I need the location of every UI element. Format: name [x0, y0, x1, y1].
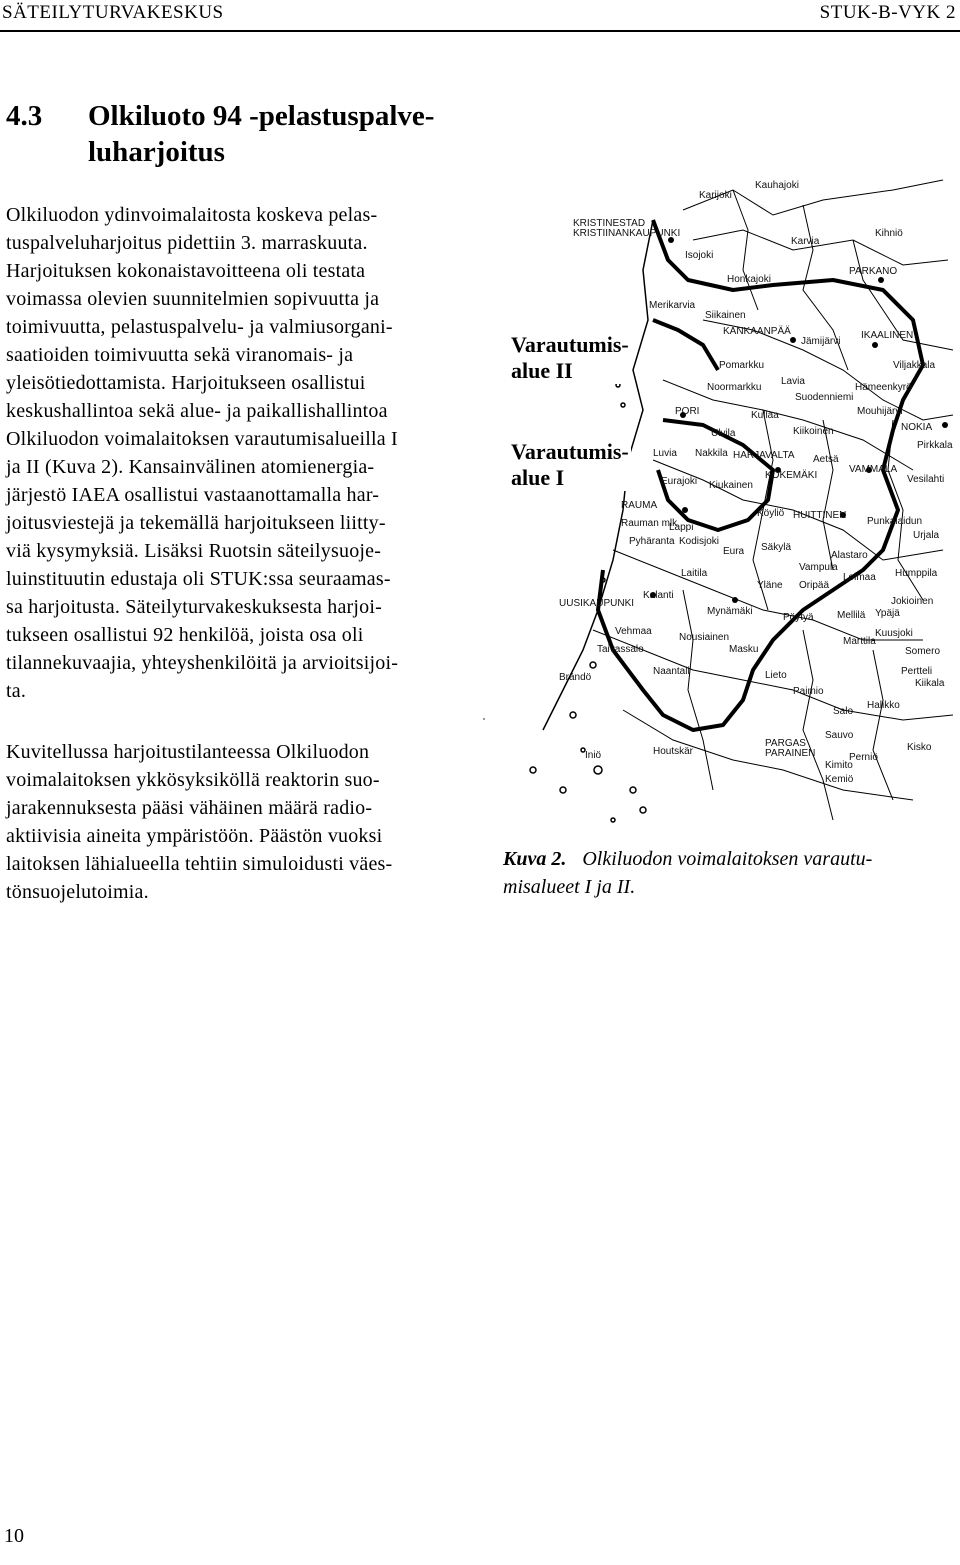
- place-label: Kodisjoki: [679, 536, 720, 547]
- place-label: Aetsä: [813, 454, 839, 465]
- place-label: Yläne: [757, 580, 783, 591]
- place-label: KOKEMÄKI: [765, 470, 818, 481]
- place-label: Ulvila: [711, 428, 736, 439]
- place-label: Brändö: [559, 672, 592, 683]
- place-label: Vehmaa: [615, 626, 652, 637]
- place-label: Marttila: [843, 636, 876, 647]
- place-label: Kihniö: [875, 228, 903, 239]
- place-label: Kullaa: [751, 410, 779, 421]
- place-label: Pöytyä: [783, 612, 814, 623]
- place-label: Kalanti: [643, 590, 674, 601]
- place-label: Halikko: [867, 700, 900, 711]
- place-label: Kiikoinen: [793, 426, 834, 437]
- place-label: Sauvo: [825, 730, 854, 741]
- body-paragraph-1: Olkiluodon ydinvoimalaitosta koskeva pelas- tuspalveluharjoitus pidettiin 3. marraskuuta. Harjoituksen kokonaistavoitteena oli testata voimassa olevien suunnitelmien sopivuutta ja toimivuutta, pelastuspalvelu- ja valmiusorgani- saatioiden toimivuutta sekä viranomais- ja yleisötiedottamista. Harjoitukseen osallistui keskushallintoa sekä alue- ja paikallishallintoa Olkiluodon voimalaitoksen varautumisalueilla I ja II (Kuva 2). Kansainvälinen atomienergia- järjestö IAEA osallistui vastaanottamalla har- joitusviestejä ja tekemällä harjoitukseen liitty- viä kysymyksiä. Lisäksi Ruotsin säteilysuoje- luinstituutin edustaja oli STUK:ssa seuraamas- sa harjoitusta. Säteilyturvakeskuksesta harjoi- tukseen osallistui 92 henkilöä, joista osa oli tilannekuvaajia, yhteyshenkilöitä ja arvioitsijoi- ta.: [6, 204, 399, 702]
- place-label: Ypäjä: [875, 608, 900, 619]
- section-number: 4.3: [6, 100, 43, 132]
- place-label: PARGAS: [765, 738, 806, 749]
- place-label: Karvia: [791, 236, 820, 247]
- place-label: Mellilä: [837, 610, 866, 621]
- place-label: IKAALINEN: [861, 330, 914, 341]
- place-label: Taivassalo: [597, 644, 644, 655]
- place-label: Jämijärvi: [801, 336, 841, 347]
- header-report-code: STUK-B-VYK 2: [819, 2, 956, 23]
- place-label: Pertteli: [901, 666, 933, 677]
- place-label: UUSIKAUPUNKI: [559, 598, 635, 609]
- place-label: Lavia: [781, 376, 805, 387]
- place-label: PARKANO: [849, 266, 898, 277]
- body-paragraph-2: Kuvitellussa harjoitustilanteessa Olkiluodon voimalaitoksen ykkösyksiköllä reaktorin suo- jarakennuksesta pääsi vähäinen määrä radio- aktiivisia aineita ympäristöön. Päästön vuoksi laitoksen lähialueella tehtiin simuloidusti väes- tönsuojelutoimia.: [6, 741, 393, 903]
- place-label: Kemiö: [825, 774, 854, 785]
- place-label: Noormarkku: [707, 382, 762, 393]
- place-label: RAUMA: [621, 500, 658, 511]
- section-title-line1: Olkiluoto 94 -pelastuspalve-: [88, 100, 435, 132]
- place-label: Somero: [905, 646, 941, 657]
- place-label: Alastaro: [831, 550, 868, 561]
- zone-1-label: Varautumis- alue I: [511, 439, 629, 490]
- place-label: Masku: [729, 644, 759, 655]
- page-header: [0, 0, 960, 30]
- column-divider-mark: [483, 718, 485, 720]
- place-label: HUITTINEN: [793, 510, 847, 521]
- figure-caption-text: Olkiluodon voimalaitoksen varautu- misalueet I ja II.: [503, 848, 873, 898]
- place-label: Pyhäranta: [629, 536, 675, 547]
- place-label: Pomarkku: [719, 360, 765, 371]
- town-markers: [650, 237, 948, 603]
- place-label: Eurajoki: [661, 476, 698, 487]
- place-label: Loimaa: [843, 572, 876, 583]
- place-label: Honkajoki: [727, 274, 771, 285]
- place-label: Merikarvia: [649, 300, 696, 311]
- place-label: Kisko: [907, 742, 932, 753]
- place-label: Humppila: [895, 568, 938, 579]
- place-label: KRISTIINANKAUPUNKI: [573, 228, 681, 239]
- place-label: Hämeenkyrö: [855, 382, 912, 393]
- place-label: Paimio: [793, 686, 824, 697]
- place-label: NOKIA: [901, 422, 933, 433]
- place-label: Urjala: [913, 530, 940, 541]
- zone-2-label: Varautumis- alue II: [511, 332, 629, 383]
- place-label: Laitila: [681, 568, 708, 579]
- place-label: Vesilahti: [907, 474, 945, 485]
- place-label: Nousiainen: [679, 632, 730, 643]
- section-title-line2: luharjoitus: [88, 136, 225, 168]
- place-label: Luvia: [653, 448, 677, 459]
- place-label: Nakkila: [695, 448, 728, 459]
- place-label: HARJAVALTA: [733, 450, 795, 461]
- place-label: Rauman mlk: [621, 518, 678, 529]
- header-rule: [0, 30, 960, 32]
- place-label: Lieto: [765, 670, 787, 681]
- place-label: Kauhajoki: [755, 180, 799, 191]
- place-label: Kuusjoki: [875, 628, 913, 639]
- section-title: [6, 98, 476, 170]
- figure-caption: [503, 845, 955, 901]
- emergency-zone-map: [503, 170, 955, 825]
- place-label: Pirkkala: [917, 440, 953, 451]
- page-number: 10: [4, 1525, 24, 1547]
- place-label: Punkalaidun: [867, 516, 923, 527]
- place-label: Kiukainen: [709, 480, 753, 491]
- place-label: Naantali: [653, 666, 690, 677]
- place-label: Houtskär: [653, 746, 694, 757]
- place-label: KRISTINESTAD: [573, 218, 646, 229]
- place-label: Salo: [833, 706, 854, 717]
- place-label: Perniö: [849, 752, 878, 763]
- place-label: Viljakkala: [893, 360, 936, 371]
- place-label: Lappi: [669, 522, 694, 533]
- place-label: Mouhijärvi: [857, 406, 903, 417]
- place-label: Vampula: [799, 562, 838, 573]
- place-label: Köyliö: [757, 508, 785, 519]
- place-label: Suodenniemi: [795, 392, 854, 403]
- place-label: Jokioinen: [891, 596, 934, 607]
- place-label: KANKAANPÄÄ: [723, 326, 791, 337]
- place-label: Kimito: [825, 760, 853, 771]
- header-organization: SÄTEILYTURVAKESKUS: [2, 2, 224, 23]
- place-label: Karijoki: [699, 190, 732, 201]
- place-label: Säkylä: [761, 542, 792, 553]
- place-label: VAMMALA: [849, 464, 898, 475]
- place-label: Eura: [723, 546, 745, 557]
- place-label: Mynämäki: [707, 606, 753, 617]
- place-label: Isojoki: [685, 250, 714, 261]
- place-label: Kiikala: [915, 678, 945, 689]
- place-label: Siikainen: [705, 310, 746, 321]
- place-label: PARAINEN: [765, 748, 816, 759]
- place-label: Oripää: [799, 580, 830, 591]
- figure-caption-label: Kuva 2.: [503, 848, 567, 870]
- place-label: PORI: [675, 406, 700, 417]
- place-label: Iniö: [585, 750, 602, 761]
